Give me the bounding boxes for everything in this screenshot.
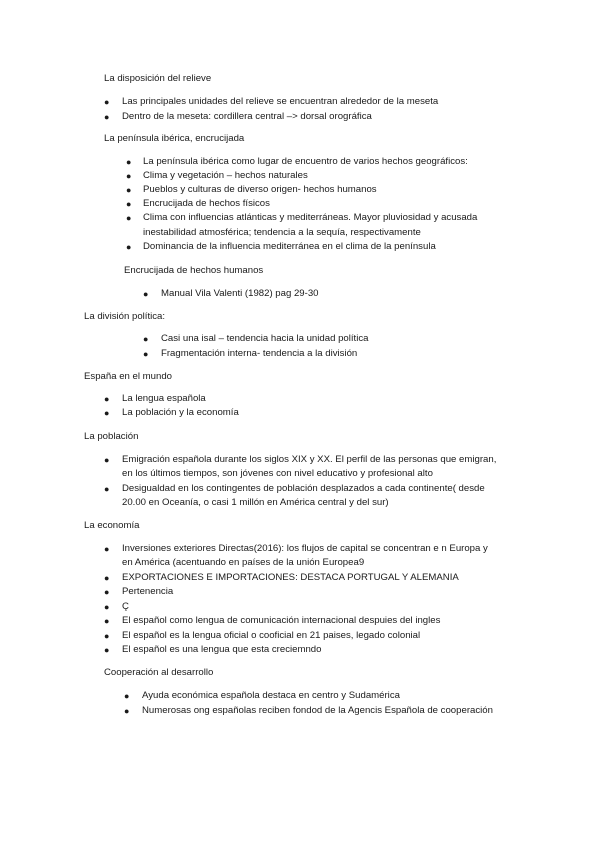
list-item: Clima y vegetación – hechos naturales [143, 170, 308, 181]
bullet: ● [143, 289, 149, 299]
bullet: ● [104, 616, 110, 626]
bullet: ● [143, 334, 149, 344]
bullet: ● [104, 544, 110, 554]
bullet: ● [126, 185, 132, 195]
list-item-continuation: en América (acentuando en países de la unión Europea9 [122, 557, 365, 568]
heading-disposicion-relieve: La disposición del relieve [104, 73, 212, 84]
heading-espana-mundo: España en el mundo [84, 371, 173, 382]
list-item: La península ibérica como lugar de encuentro de varios hechos geográficos: [143, 156, 468, 167]
heading-division-politica: La división política: [84, 311, 166, 322]
bullet: ● [126, 242, 132, 252]
bullet: ● [104, 408, 110, 418]
list-item: Pueblos y culturas de diverso origen- hechos humanos [143, 184, 377, 195]
list-item: Numerosas ong españolas reciben fondod de la Agencis Española de cooperación [142, 705, 493, 716]
heading-cooperacion: Cooperación al desarrollo [104, 667, 214, 678]
bullet: ● [104, 631, 110, 641]
list-item: Dentro de la meseta: cordillera central –> dorsal orográfica [122, 111, 372, 122]
list-item: El español es una lengua que esta creciemndo [122, 644, 322, 655]
list-item: El español es la lengua oficial o cooficial en 21 paises, legado colonial [122, 630, 421, 641]
bullet: ● [126, 199, 132, 209]
bullet: ● [104, 602, 110, 612]
bullet: ● [126, 171, 132, 181]
bullet: ● [104, 394, 110, 404]
list-item: Inversiones exteriores Directas(2016): los flujos de capital se concentran e n Europa y [122, 543, 488, 554]
list-item: Manual Vila Valenti (1982) pag 29-30 [161, 288, 319, 299]
bullet: ● [126, 157, 132, 167]
bullet: ● [104, 97, 110, 107]
list-item: EXPORTACIONES E IMPORTACIONES: DESTACA PORTUGAL Y ALEMANIA [122, 572, 459, 583]
list-item: Casi una isal – tendencia hacia la unidad política [161, 333, 369, 344]
heading-economia: La economía [84, 520, 140, 531]
bullet: ● [143, 349, 149, 359]
list-item: El español como lengua de comunicación internacional despuies del ingles [122, 615, 441, 626]
bullet: ● [104, 455, 110, 465]
bullet: ● [104, 112, 110, 122]
bullet: ● [104, 484, 110, 494]
list-item: Pertenencia [122, 586, 174, 597]
bullet: ● [124, 706, 130, 716]
bullet: ● [104, 645, 110, 655]
list-item: Encrucijada de hechos físicos [143, 198, 270, 209]
list-item-continuation: inestabilidad atmosférica; tendencia a la sequía, respectivamente [143, 227, 421, 238]
list-item: Desigualdad en los contingentes de población desplazados a cada continente( desde [122, 483, 485, 494]
list-item-continuation: en los últimos tiempos, son jóvenes con nivel educativo y profesional alto [122, 468, 433, 479]
list-item: Emigración española durante los siglos XIX y XX. El perfil de las personas que emigran, [122, 454, 497, 465]
list-item: Dominancia de la influencia mediterránea en el clima de la península [143, 241, 436, 252]
list-item: La población y la economía [122, 407, 239, 418]
list-item: Ç [122, 601, 129, 612]
list-item-continuation: 20.00 en Oceanía, o casi 1 millón en América central y del sur) [122, 497, 389, 508]
heading-encrucijada-humanos: Encrucijada de hechos humanos [124, 265, 264, 276]
list-item: Las principales unidades del relieve se encuentran alrededor de la meseta [122, 96, 439, 107]
bullet: ● [104, 573, 110, 583]
bullet: ● [124, 691, 130, 701]
list-item: Clima con influencias atlánticas y mediterráneas. Mayor pluviosidad y acusada [143, 212, 478, 223]
heading-poblacion: La población [84, 431, 139, 442]
bullet: ● [126, 213, 132, 223]
list-item: La lengua española [122, 393, 206, 404]
bullet: ● [104, 587, 110, 597]
heading-peninsula-encrucijada: La península ibérica, encrucijada [104, 133, 245, 144]
list-item: Fragmentación interna- tendencia a la división [161, 348, 358, 359]
list-item: Ayuda económica española destaca en centro y Sudamérica [142, 690, 400, 701]
